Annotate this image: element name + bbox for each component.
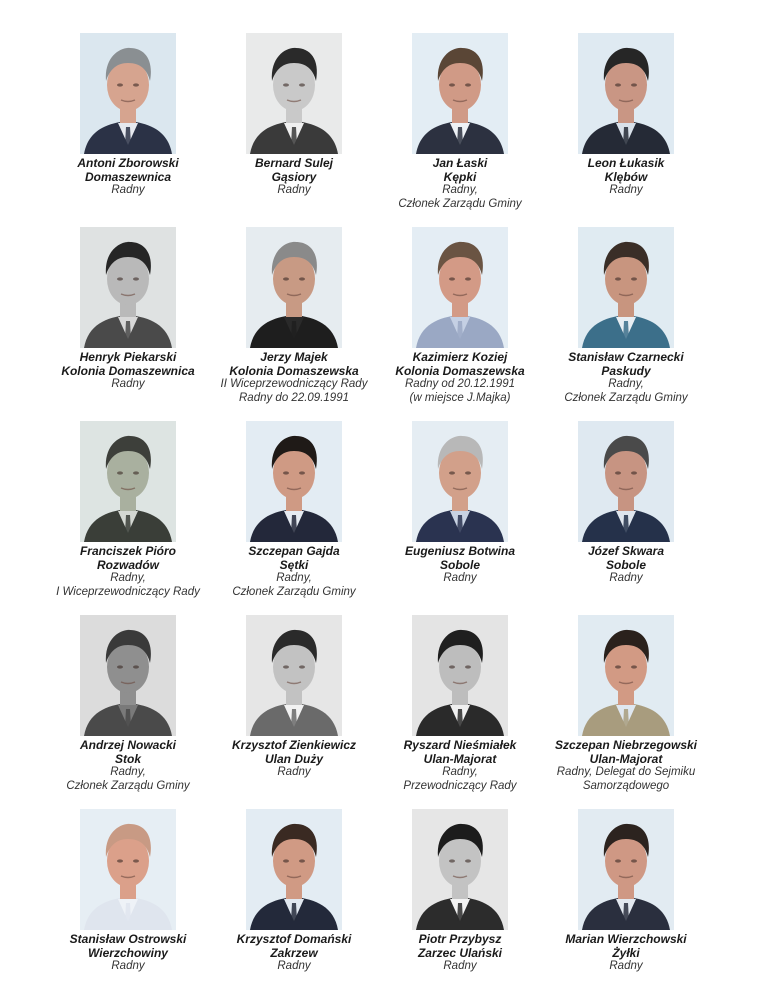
- member-card: [211, 615, 377, 809]
- member-caption: [543, 351, 709, 405]
- member-role: Radny: [609, 184, 643, 196]
- member-name: Jan Łaski: [432, 156, 488, 170]
- member-portrait-photo: [80, 227, 176, 348]
- member-name: Eugeniusz Botwina: [404, 544, 515, 558]
- member-name: Ryszard Nieśmiałek: [403, 738, 517, 752]
- member-role: Radny,: [110, 572, 146, 584]
- member-locality: Ulan-Majorat: [589, 751, 663, 766]
- member-portrait-photo: [246, 809, 342, 930]
- member-caption: [45, 545, 211, 599]
- member-caption: [211, 545, 377, 599]
- member-card: [543, 809, 709, 1003]
- member-card: [377, 809, 543, 1003]
- member-portrait-photo: [246, 227, 342, 348]
- member-role: Członek Zarządu Gminy: [564, 391, 688, 404]
- member-caption: [377, 351, 543, 405]
- member-locality: Klębów: [604, 169, 648, 184]
- member-locality: Domaszewnica: [84, 169, 172, 184]
- member-caption: [543, 933, 709, 974]
- member-card: [211, 809, 377, 1003]
- member-locality: Sobole: [605, 557, 646, 572]
- member-name: Stanisław Ostrowski: [69, 932, 187, 946]
- member-name: Krzysztof Domański: [236, 932, 352, 946]
- member-locality: Sobole: [439, 557, 480, 572]
- member-role: I Wiceprzewodniczący Rady: [56, 585, 200, 598]
- member-name: Marian Wierzchowski: [565, 932, 687, 946]
- member-role: Radny: [111, 960, 145, 972]
- member-name: Antoni Zborowski: [77, 156, 179, 170]
- member-locality: Rozwadów: [97, 557, 159, 572]
- member-caption: [211, 933, 377, 974]
- member-locality: Żyłki: [612, 945, 640, 960]
- member-role: Radny: [443, 572, 477, 584]
- member-role: Radny od 20.12.1991: [405, 378, 515, 390]
- member-role: Członek Zarządu Gminy: [66, 779, 190, 792]
- member-portrait-photo: [246, 33, 342, 154]
- member-name: Krzysztof Zienkiewicz: [231, 738, 357, 752]
- member-role: Przewodniczący Rady: [403, 779, 517, 792]
- member-name: Kazimierz Koziej: [412, 350, 508, 364]
- member-caption: [377, 933, 543, 974]
- council-members-grid: [45, 33, 709, 1003]
- member-caption: [211, 157, 377, 198]
- member-locality: Sętki: [279, 557, 309, 572]
- member-role: Radny,: [110, 766, 146, 778]
- member-card: [543, 33, 709, 227]
- member-role: Radny: [277, 960, 311, 972]
- member-role: (w miejsce J.Majka): [409, 391, 511, 404]
- member-role: Członek Zarządu Gminy: [232, 585, 356, 598]
- member-portrait-photo: [80, 421, 176, 542]
- member-locality: Paskudy: [601, 363, 651, 378]
- member-caption: [543, 157, 709, 198]
- member-locality: Ulan Duży: [264, 751, 323, 766]
- member-role: Radny: [609, 960, 643, 972]
- member-caption: [45, 157, 211, 198]
- member-role: Radny: [277, 766, 311, 778]
- member-name: Szczepan Gajda: [248, 544, 340, 558]
- member-card: [543, 421, 709, 615]
- member-card: [377, 227, 543, 421]
- member-caption: [377, 739, 543, 793]
- member-role: Radny, Delegat do Sejmiku: [556, 766, 696, 778]
- member-role: II Wiceprzewodniczący Rady: [220, 378, 368, 390]
- member-caption: [211, 739, 377, 780]
- member-name: Stanisław Czarnecki: [568, 350, 684, 364]
- member-locality: Gąsiory: [271, 169, 317, 184]
- member-locality: Zarzec Ulański: [417, 945, 503, 960]
- member-portrait-photo: [80, 809, 176, 930]
- member-portrait-photo: [578, 421, 674, 542]
- member-locality: Stok: [114, 751, 141, 766]
- member-name: Henryk Piekarski: [79, 350, 177, 364]
- member-card: [45, 33, 211, 227]
- member-portrait-photo: [246, 615, 342, 736]
- member-locality: Kolonia Domaszewnica: [61, 363, 195, 378]
- member-role: Radny: [277, 184, 311, 196]
- member-caption: [45, 933, 211, 974]
- member-card: [211, 227, 377, 421]
- member-card: [377, 615, 543, 809]
- member-card: [377, 421, 543, 615]
- member-card: [45, 809, 211, 1003]
- member-name: Andrzej Nowacki: [79, 738, 177, 752]
- member-card: [543, 227, 709, 421]
- member-card: [211, 33, 377, 227]
- member-card: [45, 421, 211, 615]
- member-portrait-photo: [412, 809, 508, 930]
- member-caption: [45, 351, 211, 392]
- member-name: Piotr Przybysz: [418, 932, 502, 946]
- member-name: Józef Skwara: [587, 544, 665, 558]
- member-role: Radny,: [442, 766, 478, 778]
- member-portrait-photo: [412, 615, 508, 736]
- member-locality: Kolonia Domaszewska: [395, 363, 525, 378]
- member-role: Radny,: [276, 572, 312, 584]
- member-card: [211, 421, 377, 615]
- member-portrait-photo: [80, 33, 176, 154]
- member-card: [543, 615, 709, 809]
- member-locality: Kępki: [443, 169, 477, 184]
- member-caption: [211, 351, 377, 405]
- member-portrait-photo: [578, 33, 674, 154]
- member-caption: [543, 545, 709, 586]
- member-name: Bernard Sulej: [254, 156, 334, 170]
- member-caption: [45, 739, 211, 793]
- member-locality: Zakrzew: [270, 945, 318, 960]
- member-card: [377, 33, 543, 227]
- member-card: [45, 227, 211, 421]
- member-locality: Kolonia Domaszewska: [229, 363, 359, 378]
- member-role: Członek Zarządu Gminy: [398, 197, 522, 210]
- member-role: Radny: [443, 960, 477, 972]
- member-name: Franciszek Pióro: [79, 544, 177, 558]
- member-name: Leon Łukasik: [587, 156, 665, 170]
- member-locality: Wierzchowiny: [88, 945, 168, 960]
- member-name: Jerzy Majek: [260, 350, 328, 364]
- member-portrait-photo: [412, 421, 508, 542]
- member-caption: [543, 739, 709, 793]
- member-portrait-photo: [80, 615, 176, 736]
- member-locality: Ulan-Majorat: [423, 751, 497, 766]
- member-portrait-photo: [578, 227, 674, 348]
- member-card: [45, 615, 211, 809]
- member-role: Radny: [111, 378, 145, 390]
- member-portrait-photo: [578, 615, 674, 736]
- member-role: Radny: [609, 572, 643, 584]
- member-portrait-photo: [246, 421, 342, 542]
- member-role: Radny: [111, 184, 145, 196]
- member-caption: [377, 545, 543, 586]
- member-caption: [377, 157, 543, 211]
- member-name: Szczepan Niebrzegowski: [554, 738, 698, 752]
- member-portrait-photo: [412, 227, 508, 348]
- member-role: Radny,: [442, 184, 478, 196]
- member-portrait-photo: [578, 809, 674, 930]
- member-role: Radny,: [608, 378, 644, 390]
- member-role: Samorządowego: [582, 779, 670, 792]
- member-role: Radny do 22.09.1991: [239, 391, 349, 404]
- member-portrait-photo: [412, 33, 508, 154]
